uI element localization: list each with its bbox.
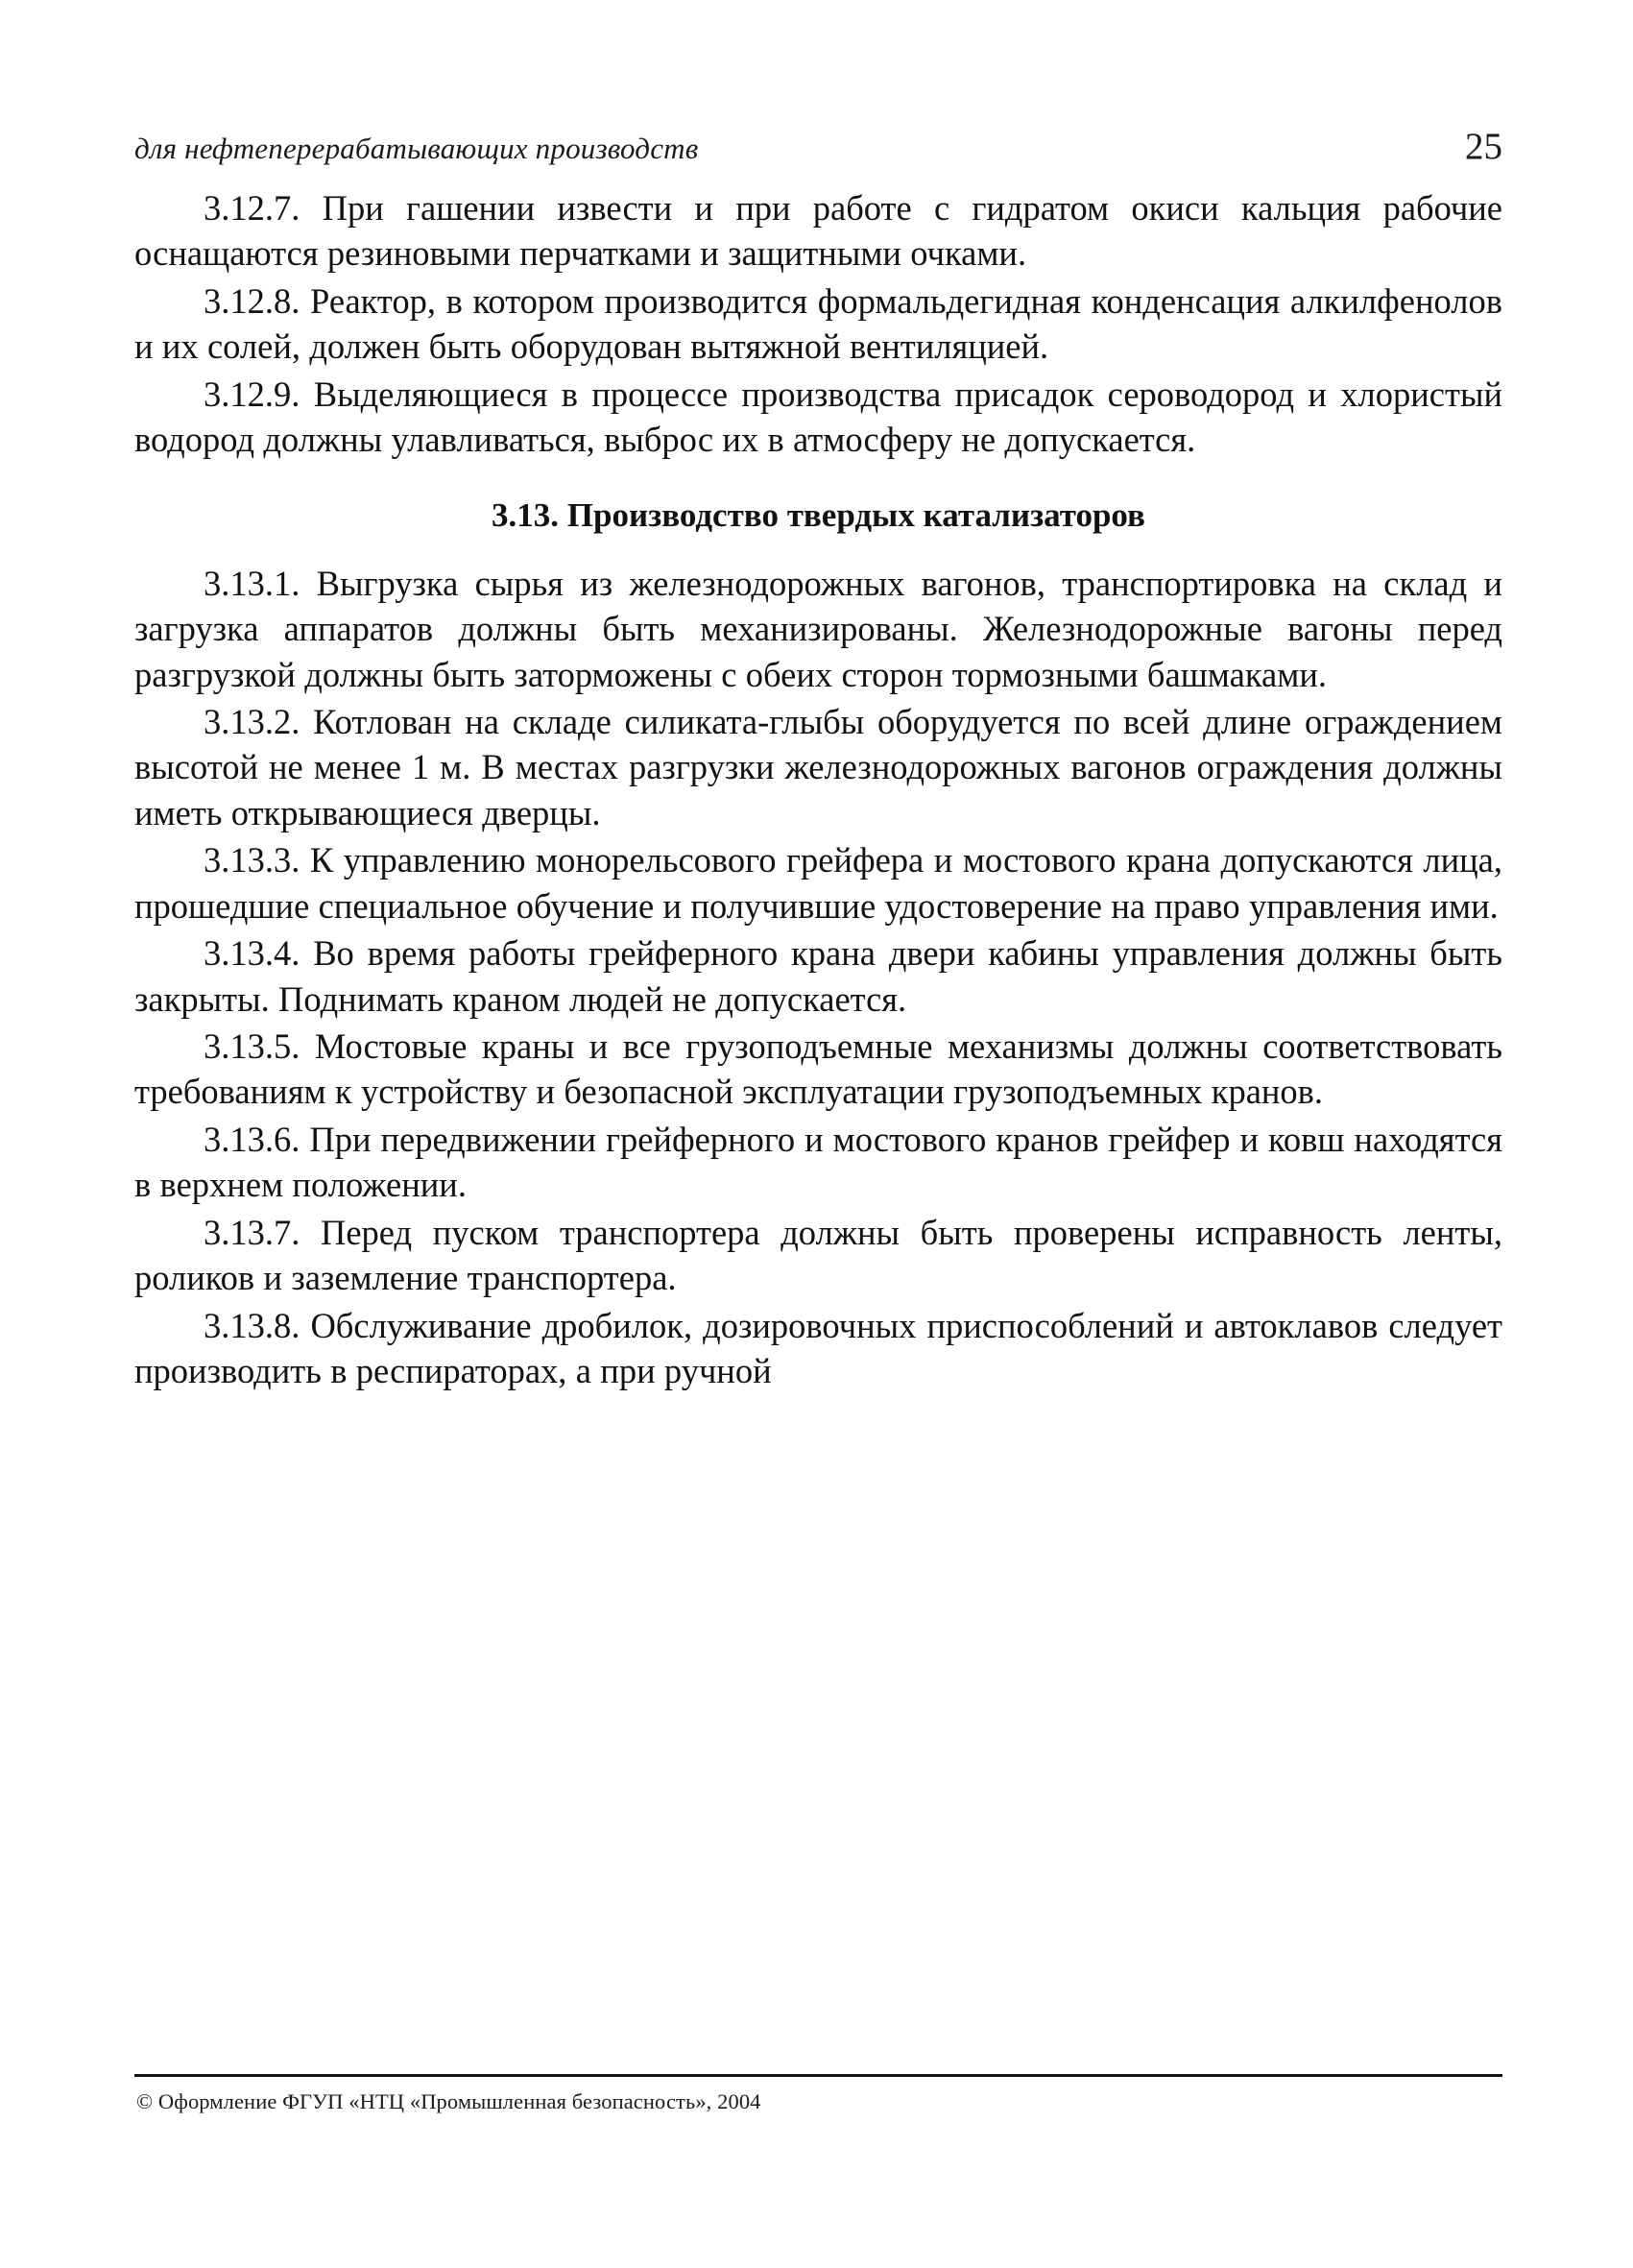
footer-copyright: © Оформление ФГУП «НТЦ «Промышленная безопасность», 2004 <box>136 2089 761 2113</box>
paragraph-3-13-6: 3.13.6. При передвижении грейферного и мостового кранов грейфер и ковш находятся в верхнем положении. <box>134 1119 1502 1205</box>
running-head-title: для нефтеперерабатывающих производств <box>134 132 699 165</box>
footer-divider <box>134 2074 1502 2077</box>
paragraph-3-13-8: 3.13.8. Обслуживание дробилок, дозировочных приспособлений и автоклавов следует производить в респираторах, а при ручной <box>134 1305 1502 1391</box>
page-content <box>134 125 1502 1396</box>
paragraph-3-13-1: 3.13.1. Выгрузка сырья из железнодорожных вагонов, транспортировка на склад и загрузка аппаратов должны быть механизированы. Железнодорожные вагоны перед разгрузкой должны быть заторможены с обеих сторон тормозными башмаками. <box>134 563 1502 694</box>
paragraph-3-13-7: 3.13.7. Перед пуском транспортера должны быть проверены исправность ленты, роликов и заземление транспортера. <box>134 1212 1502 1298</box>
paragraph-3-13-2: 3.13.2. Котлован на складе силиката-глыбы оборудуется по всей длине ограждением высотой не менее 1 м. В местах разгрузки железнодорожных вагонов ограждения должны иметь открывающиеся дверцы. <box>134 701 1502 832</box>
running-head <box>134 125 1502 168</box>
paragraph-3-12-7: 3.12.7. При гашении извести и при работе с гидратом окиси кальция рабочие оснащаются резиновыми перчатками и защитными очками. <box>134 188 1502 274</box>
paragraph-3-12-8: 3.12.8. Реактор, в котором производится формальдегидная конденсация алкилфенолов и их солей, должен быть оборудован вытяжной вентиляцией. <box>134 280 1502 367</box>
paragraph-3-12-9: 3.12.9. Выделяющиеся в процессе производства присадок сероводород и хлористый водород должны улавливаться, выброс их в атмосферу не допускается. <box>134 374 1502 460</box>
section-heading-3-13: 3.13. Производство твердых катализаторов <box>492 495 1145 534</box>
paragraph-3-13-5: 3.13.5. Мостовые краны и все грузоподъемные механизмы должны соответствовать требованиям к устройству и безопасной эксплуатации грузоподъемных кранов. <box>134 1026 1502 1112</box>
paragraph-3-13-4: 3.13.4. Во время работы грейферного крана двери кабины управления должны быть закрыты. Поднимать краном людей не допускается. <box>134 933 1502 1019</box>
page-number: 25 <box>1465 126 1502 167</box>
paragraph-3-13-3: 3.13.3. К управлению монорельсового грейфера и мостового крана допускаются лица, прошедшие специальное обучение и получившие удостоверение на право управления ими. <box>134 840 1502 926</box>
